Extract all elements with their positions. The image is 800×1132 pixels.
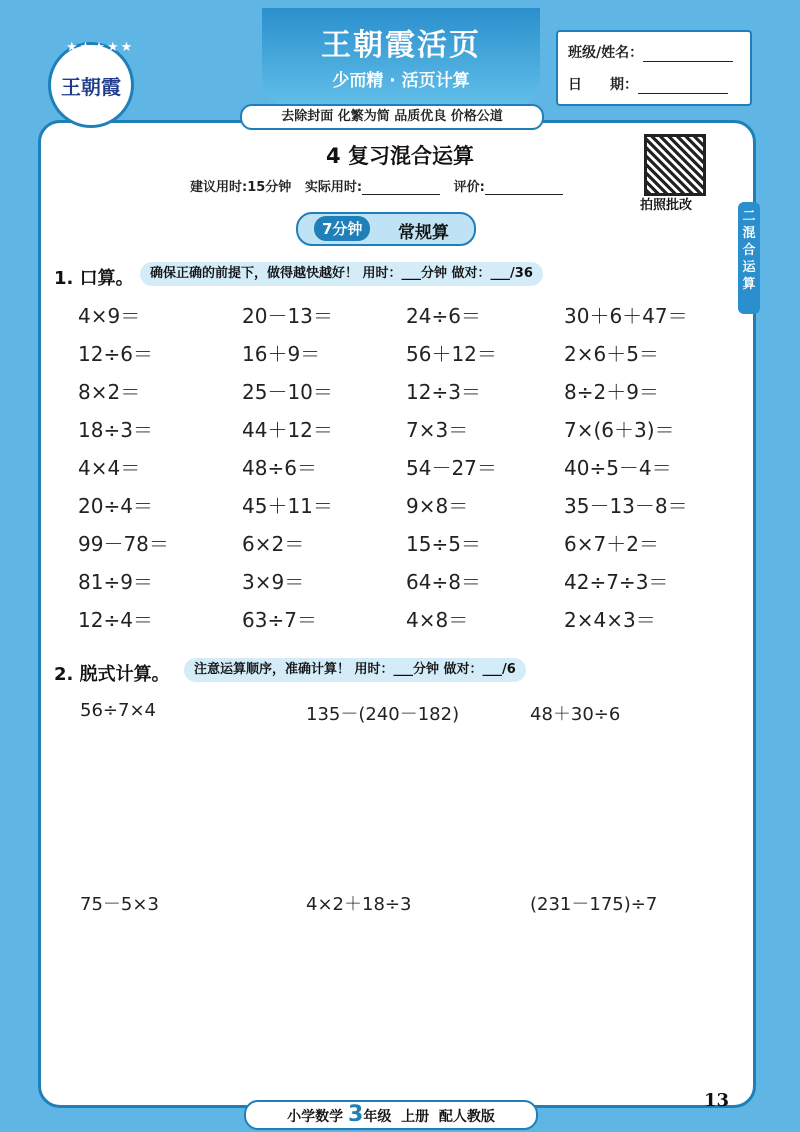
actual-time-field[interactable]	[362, 182, 440, 195]
suggested-time: 建议用时:15分钟	[190, 180, 292, 195]
oral-item: 48÷6＝	[242, 456, 317, 480]
step-calc-item: 48＋30÷6	[530, 704, 621, 725]
oral-item: 2×4×3＝	[564, 608, 656, 632]
oral-item: 63÷7＝	[242, 608, 317, 632]
footer-edition-label: 配人教版	[438, 1109, 495, 1125]
timing-row	[190, 176, 563, 195]
q2-heading: 2. 脱式计算。	[54, 664, 170, 685]
oral-item: 99－78＝	[78, 532, 169, 556]
qr-code-icon[interactable]	[644, 134, 706, 196]
footer-grade-unit: 年级	[363, 1109, 392, 1125]
oral-item: 12÷3＝	[406, 380, 481, 404]
oral-item: 6×2＝	[242, 532, 305, 556]
brand-banner	[262, 8, 540, 108]
star-icon: ★★★★★	[66, 40, 135, 55]
date-label: 日 期：	[568, 77, 638, 93]
step-calc-item: 56÷7×4	[80, 700, 156, 721]
oral-item: 12÷6＝	[78, 342, 153, 366]
oral-item: 2×6＋5＝	[564, 342, 659, 366]
oral-item: 44＋12＝	[242, 418, 333, 442]
step-calc-item: 75－5×3	[80, 894, 159, 915]
oral-item: 64÷8＝	[406, 570, 481, 594]
oral-item: 4×4＝	[78, 456, 141, 480]
student-info-box	[556, 30, 752, 106]
oral-item: 25－10＝	[242, 380, 333, 404]
q1-note: 确保正确的前提下，做得越快越好！ 用时：___分钟 做对：___/36	[140, 262, 543, 286]
section-minutes: 7分钟	[314, 216, 370, 241]
oral-item: 81÷9＝	[78, 570, 153, 594]
oral-item: 16＋9＝	[242, 342, 321, 366]
oral-calc-grid	[78, 303, 718, 645]
page-number: 13	[704, 1090, 730, 1111]
brand-slogan: 去除封面 化繁为简 品质优良 价格公道	[240, 104, 544, 130]
oral-item: 12÷4＝	[78, 608, 153, 632]
oral-item: 45＋11＝	[242, 494, 333, 518]
brand-title: 王朝霞活页	[321, 28, 481, 63]
oral-item: 40÷5－4＝	[564, 456, 672, 480]
oral-item: 8÷2＋9＝	[564, 380, 659, 404]
footer-edition	[244, 1100, 538, 1130]
oral-item: 54－27＝	[406, 456, 497, 480]
section-badge	[296, 212, 476, 246]
oral-item: 35－13－8＝	[564, 494, 688, 518]
oral-item: 9×8＝	[406, 494, 469, 518]
qr-label: 拍照批改	[640, 198, 693, 213]
oral-item: 20÷4＝	[78, 494, 153, 518]
footer-term: 上册	[401, 1109, 430, 1125]
oral-item: 18÷3＝	[78, 418, 153, 442]
rating-field[interactable]	[485, 182, 563, 195]
q2-note: 注意运算顺序，准确计算！ 用时：___分钟 做对：___/6	[184, 658, 526, 682]
oral-item: 4×8＝	[406, 608, 469, 632]
date-field[interactable]	[638, 79, 728, 94]
oral-item: 42÷7÷3＝	[564, 570, 669, 594]
oral-item: 24÷6＝	[406, 304, 481, 328]
lesson-title: 4 复习混合运算	[326, 144, 474, 168]
step-calc-item: (231－175)÷7	[530, 894, 658, 915]
footer-subject: 小学数学	[287, 1109, 344, 1125]
chapter-side-tab: 二 混合运算	[738, 202, 760, 314]
oral-item: 3×9＝	[242, 570, 305, 594]
section-name: 常规算	[398, 223, 449, 243]
actual-time-label: 实际用时:	[304, 180, 363, 195]
oral-item: 8×2＝	[78, 380, 141, 404]
footer-grade: 3	[348, 1102, 364, 1127]
rating-label: 评价:	[453, 180, 485, 195]
oral-item: 4×9＝	[78, 304, 141, 328]
step-calc-item: 135－(240－182)	[306, 704, 460, 725]
step-calc-item: 4×2＋18÷3	[306, 894, 412, 915]
oral-item: 7×3＝	[406, 418, 469, 442]
oral-item: 20－13＝	[242, 304, 333, 328]
oral-item: 7×(6＋3)＝	[564, 418, 675, 442]
q1-heading: 1. 口算。	[54, 268, 134, 289]
oral-item: 56＋12＝	[406, 342, 497, 366]
logo-text: 王朝霞	[61, 74, 121, 99]
oral-item: 30＋6＋47＝	[564, 304, 688, 328]
oral-item: 6×7＋2＝	[564, 532, 659, 556]
class-name-label: 班级/姓名：	[568, 45, 644, 61]
brand-subtitle: 少而精 · 活页计算	[332, 71, 470, 91]
oral-item: 15÷5＝	[406, 532, 481, 556]
class-name-field[interactable]	[643, 47, 733, 62]
